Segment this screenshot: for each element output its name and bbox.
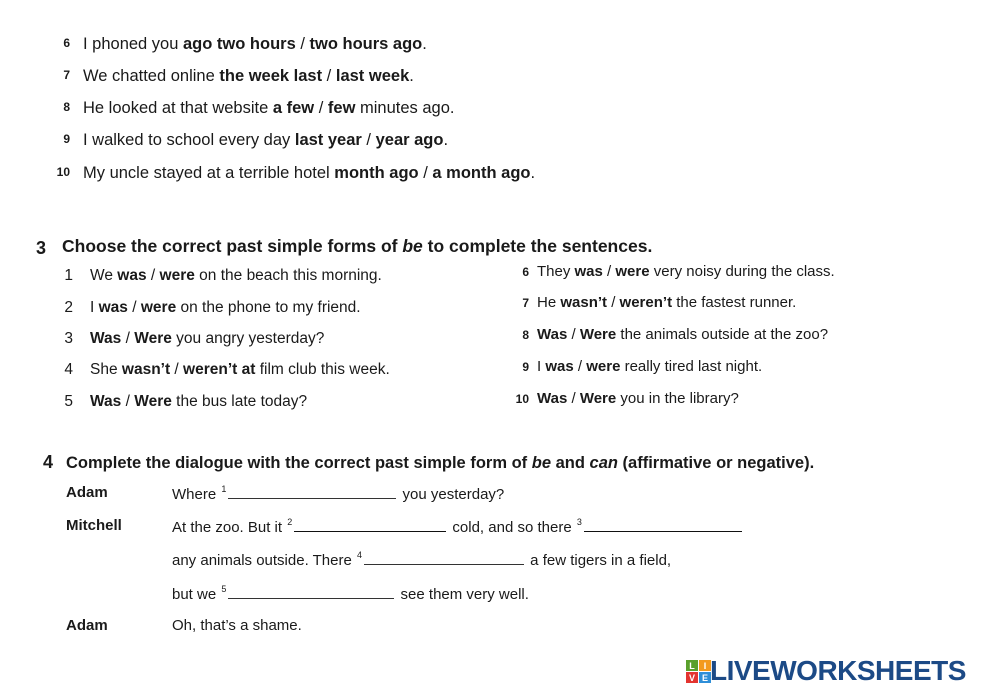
- option-a[interactable]: wasn’t: [560, 294, 608, 311]
- option-b[interactable]: Were: [579, 326, 617, 343]
- separator: /: [322, 67, 336, 85]
- sentence-item: He wasn’t / weren’t the fastest runner.: [537, 294, 797, 311]
- item-number: 10: [56, 165, 70, 179]
- dialogue-line: but we $^5$ see them very well.: [172, 584, 529, 603]
- dialogue-line: At the zoo. But it $^2$ cold, and so there $^3$: [172, 517, 744, 536]
- option-b[interactable]: were: [140, 299, 177, 316]
- dialogue-line: Where $^1$ you yesterday?: [172, 484, 505, 503]
- sentence-item: Was / Were you angry yesterday?: [90, 330, 325, 347]
- sentence-item: We was / were on the beach this morning.: [90, 267, 382, 284]
- gap-number: 5: [221, 584, 227, 594]
- option-b[interactable]: year ago: [375, 131, 444, 149]
- option-a[interactable]: wasn’t: [121, 361, 171, 378]
- option-b[interactable]: were: [586, 358, 621, 375]
- option-a[interactable]: a few: [272, 99, 315, 117]
- separator: /: [314, 99, 328, 117]
- sentence-text: My uncle stayed at a terrible hotel: [83, 164, 335, 182]
- option-a[interactable]: Was: [537, 390, 568, 407]
- sentence-item: Was / Were the bus late today?: [90, 393, 308, 410]
- sentence-item: Was / Were you in the library?: [537, 390, 739, 407]
- sentence-text: .: [530, 164, 536, 182]
- speaker-name: Mitchell: [66, 517, 122, 534]
- item-number: 10: [515, 392, 529, 406]
- option-b[interactable]: last week: [335, 67, 410, 85]
- item-number: 7: [522, 296, 529, 310]
- option-b[interactable]: weren’t at: [183, 361, 256, 378]
- option-b[interactable]: Were: [134, 330, 172, 347]
- option-a[interactable]: was: [574, 263, 603, 280]
- item-number: 7: [63, 68, 70, 82]
- sentence-item: [83, 164, 535, 183]
- option-a[interactable]: was: [545, 358, 574, 375]
- dialogue-line: any animals outside. There $^4$ a few tigers in a field,: [172, 550, 672, 569]
- option-b[interactable]: were: [159, 267, 195, 284]
- option-b[interactable]: few: [327, 99, 356, 117]
- svg-text:E: E: [701, 673, 709, 683]
- logo-wordmark: LIVEWORKSHEETS: [710, 655, 966, 686]
- item-number: 2: [64, 299, 73, 316]
- option-b[interactable]: Were: [579, 390, 617, 407]
- option-b[interactable]: weren’t: [619, 294, 673, 311]
- answer-blank-2[interactable]: [294, 517, 446, 532]
- separator: /: [418, 164, 433, 182]
- sentence-item: She wasn’t / weren’t at film club this week.: [90, 361, 390, 378]
- sentence-item: I was / were on the phone to my friend.: [90, 299, 361, 316]
- answer-blank-4[interactable]: [364, 550, 524, 565]
- option-a[interactable]: last year: [294, 131, 362, 149]
- option-b[interactable]: a month ago: [432, 164, 531, 182]
- speaker-name: Adam: [66, 617, 108, 634]
- gap-number: 3: [576, 517, 582, 527]
- option-a[interactable]: Was: [537, 326, 568, 343]
- sentence-item: [83, 99, 455, 118]
- sentence-item: Was / Were the animals outside at the zoo?: [537, 326, 829, 343]
- option-a[interactable]: ago two hours: [183, 35, 296, 53]
- sentence-text: .: [409, 67, 414, 85]
- item-number: 9: [522, 360, 529, 374]
- item-number: 9: [63, 132, 70, 146]
- option-a[interactable]: Was: [90, 330, 122, 347]
- sentence-text: He looked at that website: [83, 99, 273, 117]
- sentence-text: minutes ago.: [355, 99, 455, 117]
- option-b[interactable]: two hours ago: [309, 35, 423, 53]
- option-a[interactable]: was: [98, 299, 128, 316]
- sentence-item: [83, 35, 427, 54]
- speaker-name: Adam: [66, 484, 108, 501]
- section-heading: Choose the correct past simple forms of be to complete the sentences.: [62, 236, 653, 256]
- option-a[interactable]: Was: [90, 393, 122, 410]
- sentence-item: I was / were really tired last night.: [537, 358, 763, 375]
- option-a[interactable]: month ago: [334, 164, 419, 182]
- sentence-text: We chatted online: [83, 67, 220, 85]
- sentence-item: They was / were very noisy during the class.: [537, 263, 835, 280]
- separator: /: [295, 35, 310, 53]
- item-number: 6: [63, 36, 70, 50]
- item-number: 8: [63, 100, 70, 114]
- svg-text:I: I: [703, 661, 707, 671]
- gap-number: 1: [221, 484, 227, 494]
- item-number: 4: [64, 361, 73, 378]
- section-number: 4: [43, 452, 54, 472]
- item-number: 6: [522, 265, 529, 279]
- liveworksheets-logo: [684, 655, 996, 689]
- item-number: 1: [64, 267, 73, 284]
- option-a[interactable]: the week last: [219, 67, 323, 85]
- separator: /: [361, 131, 376, 149]
- gap-number: 4: [357, 550, 363, 560]
- item-number: 3: [64, 330, 73, 347]
- sentence-text: I walked to school every day: [83, 131, 295, 149]
- gap-number: 2: [287, 517, 293, 527]
- sentence-text: .: [443, 131, 449, 149]
- section-number: 3: [36, 238, 47, 258]
- svg-text:L: L: [689, 661, 695, 671]
- sentence-text: .: [422, 35, 427, 53]
- sentence-text: I phoned you: [83, 35, 183, 53]
- option-a[interactable]: was: [117, 267, 147, 284]
- answer-blank-3[interactable]: [584, 517, 742, 532]
- section-heading: Complete the dialogue with the correct past simple form of be and can (affirmative or negative).: [66, 454, 815, 472]
- svg-text:V: V: [688, 673, 696, 683]
- item-number: 8: [522, 328, 529, 342]
- dialogue-line: Oh, that’s a shame.: [172, 617, 302, 634]
- sentence-item: [83, 131, 448, 150]
- option-b[interactable]: Were: [134, 393, 172, 410]
- item-number: 5: [64, 393, 73, 410]
- option-b[interactable]: were: [615, 263, 650, 280]
- sentence-item: [83, 67, 414, 86]
- answer-blank-1[interactable]: [228, 484, 396, 499]
- answer-blank-5[interactable]: [228, 584, 394, 599]
